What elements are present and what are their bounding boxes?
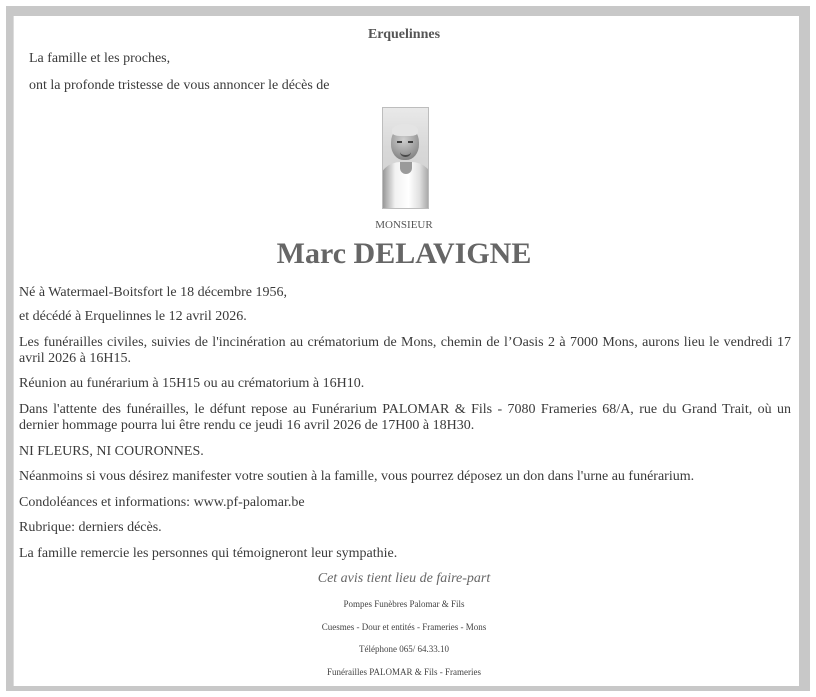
birth-line: Né à Watermael-Boitsfort le 18 décembre 1956, [19,285,288,300]
rubric-line: Rubrique: derniers décès. [19,520,162,535]
intro-line-1: La famille et les proches, [29,51,171,66]
condolences-line: Condoléances et informations: www.pf-palomar.be [19,495,305,510]
deceased-name: Marc DELAVIGNE [276,237,532,270]
meeting-details: Réunion au funérarium à 15H15 ou au crématorium à 16H10. [19,376,365,391]
intro-line-2: ont la profonde tristesse de vous annoncer le décès de [29,78,330,93]
repose-details: Dans l'attente des funérailles, le défunt repose au Funérarium PALOMAR & Fils - 7080 Frameries 68/A, rue du Grand Trait, où un dernier hommage pourra lui être rendu ce jeudi 16 avril 2026 de 17H00 à 18H30. [19,402,791,433]
donation-line: Néanmoins si vous désirez manifester votre soutien à la famille, vous pourrez déposez un don dans l'urne au funérarium. [19,469,695,484]
footer-company: Pompes Funèbres Palomar & Fils [343,599,465,609]
funeral-details: Les funérailles civiles, suivies de l'incinération au crématorium de Mons, chemin de l’Oasis 2 à 7000 Mons, aurons lieu le vendredi 17 avril 2026 à 16H15. [19,335,791,366]
footer-funeral-home: Funérailles PALOMAR & Fils - Frameries [327,667,481,677]
death-line: et décédé à Erquelinnes le 12 avril 2026. [19,309,247,324]
footer-phone: Téléphone 065/ 64.33.10 [359,644,449,654]
faire-part-note: Cet avis tient lieu de faire-part [317,571,491,586]
civility-label: MONSIEUR [375,219,433,231]
no-flowers-line: NI FLEURS, NI COURONNES. [19,444,204,459]
deceased-portrait-photo [382,107,429,209]
town-heading: Erquelinnes [367,27,441,42]
thanks-line: La famille remercie les personnes qui témoigneront leur sympathie. [19,546,398,561]
footer-locations: Cuesmes - Dour et entités - Frameries - Mons [321,622,487,632]
